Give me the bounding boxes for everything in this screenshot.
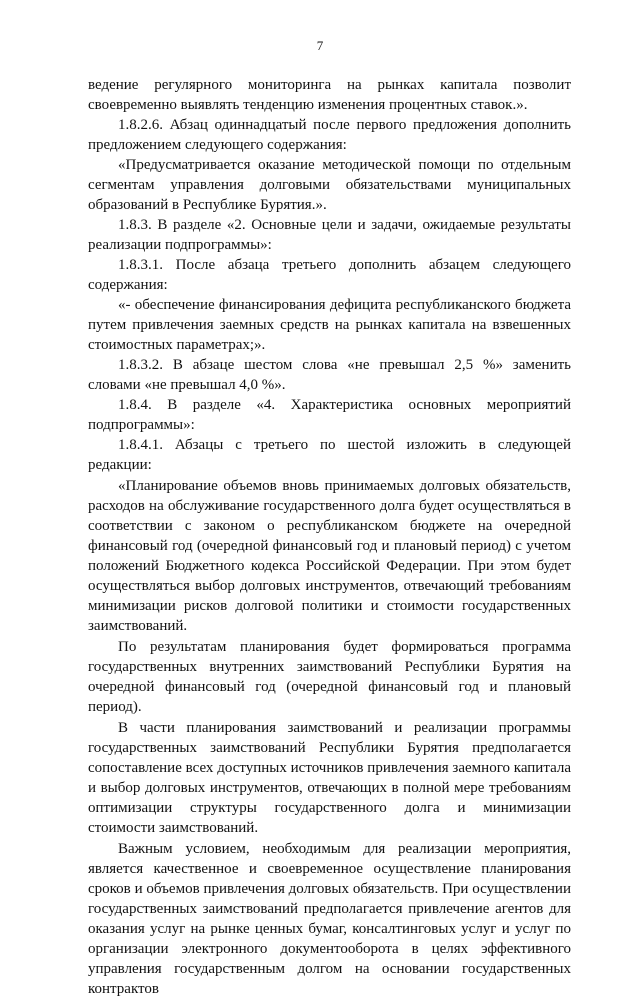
document-body (88, 75, 571, 999)
paragraph-1-8-3-1: 1.8.3.1. После абзаца третьего дополнить абзацем следующего содержания: (88, 257, 571, 293)
paragraph-borrowing-program: В части планирования заимствований и реализации программы государственных заимствований Республики Бурятия предполагается сопоставление всех доступных источников привлечения заемного капитала и выбор долговых инструментов, отвечающих в полной мере требованиям оптимизации структуры государственного долга и минимизации стоимости заимствований. (88, 720, 571, 836)
page-number: 7 (316, 38, 324, 53)
paragraph-1-8-3: 1.8.3. В разделе «2. Основные цели и задачи, ожидаемые результаты реализации подпрограммы»: (88, 217, 571, 253)
paragraph-1-8-4-1: 1.8.4.1. Абзацы с третьего по шестой изложить в следующей редакции: (88, 437, 571, 473)
paragraph-1-8-2-6: 1.8.2.6. Абзац одиннадцатый после первого предложения дополнить предложением следующего содержания: (88, 117, 571, 153)
paragraph-quote-deficit-financing: «- обеспечение финансирования дефицита республиканского бюджета путем привлечения заемных средств на рынках капитала на взвешенных стоимостных параметрах;». (88, 297, 571, 353)
paragraph-1-8-4: 1.8.4. В разделе «4. Характеристика основных мероприятий подпрограммы»: (88, 397, 571, 433)
paragraph-quote-methodical-help: «Предусматривается оказание методической помощи по отдельным сегментам управления долговыми обязательствами муниципальных образований в Республике Бурятия.». (88, 157, 571, 213)
paragraph-1-8-3-2: 1.8.3.2. В абзаце шестом слова «не превышал 2,5 %» заменить словами «не превышал 4,0 %». (88, 357, 571, 393)
paragraph-quote-planning: «Планирование объемов вновь принимаемых долговых обязательств, расходов на обслуживание государственного долга будет осуществляться в соответствии с законом о республиканском бюджете на очередной финансовый год (очередной финансовый год и плановый период) с учетом положений Бюджетного кодекса Российской Федерации. При этом будет осуществляться выбор долговых инструментов, отвечающий требованиям минимизации рисков долговой политики и стоимости государственных заимствований. (88, 478, 571, 634)
paragraph-important-condition: Важным условием, необходимым для реализации мероприятия, является качественное и своевременное осуществление планирования сроков и объемов привлечения долговых обязательств. При осуществлении государственных заимствований предполагается привлечение агентов для оказания услуг на рынке ценных бумаг, консалтинговых услуг и услуг по организации электронного документооборота в целях эффективного управления государственным долгом на основании государственных контрактов (88, 841, 571, 997)
paragraph-planning-results: По результатам планирования будет формироваться программа государственных внутренних заимствований Республики Бурятия на очередной финансовый год (очередной финансовый год и плановый период). (88, 639, 571, 715)
paragraph-continuation: ведение регулярного мониторинга на рынках капитала позволит своевременно выявлять тенденцию изменения процентных ставок.». (88, 77, 571, 113)
